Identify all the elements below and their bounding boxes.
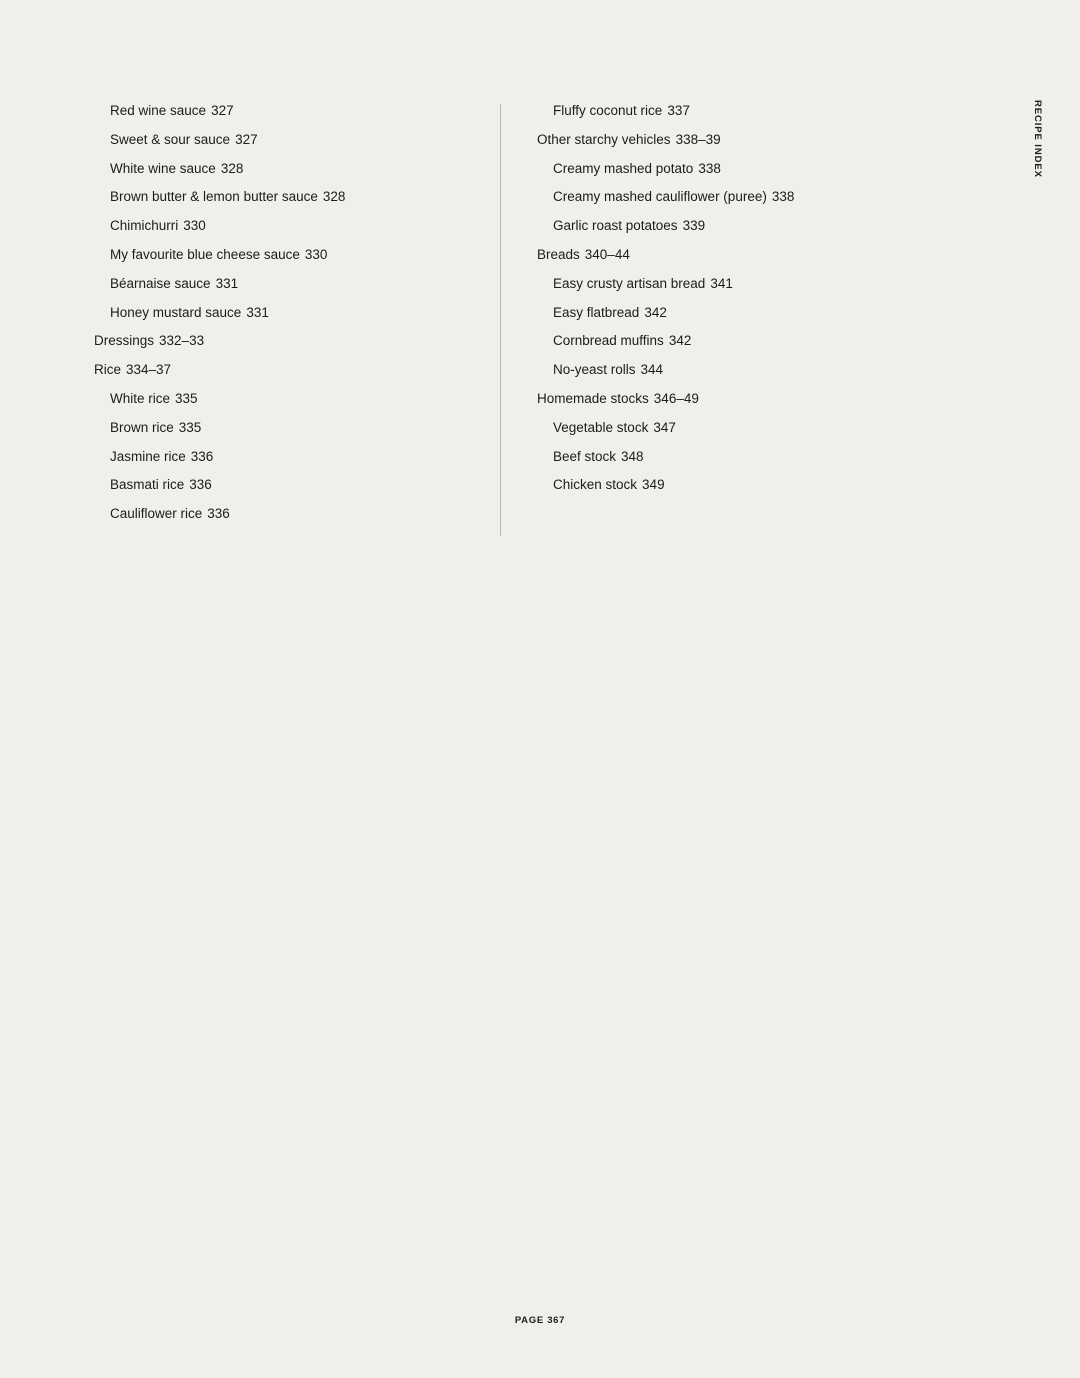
index-entry-page: 337 xyxy=(667,103,690,118)
index-entry-label: Basmati rice xyxy=(110,477,185,493)
index-entry-page: 330 xyxy=(304,246,328,262)
index-entry-label: No-yeast rolls xyxy=(553,362,636,378)
index-entry-page: 349 xyxy=(642,477,665,493)
index-entry[interactable] xyxy=(94,421,470,435)
index-entry[interactable] xyxy=(537,162,906,176)
index-entry[interactable] xyxy=(94,190,470,204)
index-entry[interactable] xyxy=(537,104,906,118)
index-entry-label: Easy crusty artisan bread xyxy=(553,275,706,291)
index-entry-page: 336 xyxy=(190,448,214,464)
index-entry-label: White wine sauce xyxy=(110,160,216,176)
index-entry-page: 338 xyxy=(698,160,721,176)
index-entry-label: Cauliflower rice xyxy=(110,506,203,522)
index-entry-label: White rice xyxy=(110,390,171,406)
index-entry-page: 342 xyxy=(668,333,692,349)
index-entry-label: Cornbread muffins xyxy=(553,333,664,349)
index-entry-label: Easy flatbread xyxy=(553,304,640,320)
index-columns xyxy=(94,104,906,536)
index-entry-page: 327 xyxy=(235,131,258,147)
index-entry[interactable] xyxy=(537,392,906,406)
index-entry[interactable] xyxy=(537,133,906,147)
index-entry-label: Brown butter & lemon butter sauce xyxy=(110,189,318,205)
index-entry[interactable] xyxy=(94,133,470,147)
index-entry-page: 335 xyxy=(175,390,198,406)
running-head: RECIPE INDEX xyxy=(1032,100,1043,178)
index-entry-page: 335 xyxy=(178,419,202,435)
index-entry-label: Fluffy coconut rice xyxy=(553,103,663,118)
index-entry[interactable] xyxy=(94,277,470,291)
index-entry[interactable] xyxy=(94,334,470,348)
index-entry[interactable] xyxy=(537,219,906,233)
index-entry-page: 336 xyxy=(207,506,230,522)
index-entry-label: Chimichurri xyxy=(110,218,179,234)
index-entry[interactable] xyxy=(94,104,470,118)
index-entry[interactable] xyxy=(537,190,906,204)
index-entry-label: Béarnaise sauce xyxy=(110,275,211,291)
index-entry-label: Vegetable stock xyxy=(553,419,649,435)
index-entry[interactable] xyxy=(537,248,906,262)
index-entry[interactable] xyxy=(537,363,906,377)
index-column-right xyxy=(500,104,906,536)
index-entry-label: Rice xyxy=(94,362,122,378)
index-entry-page: 330 xyxy=(183,218,206,234)
index-entry[interactable] xyxy=(94,478,470,492)
index-entry[interactable] xyxy=(94,363,470,377)
index-entry-page: 328 xyxy=(322,189,346,205)
index-entry[interactable] xyxy=(94,162,470,176)
index-entry-label: Homemade stocks xyxy=(537,390,649,406)
index-entry-page: 339 xyxy=(682,218,706,234)
index-entry-label: Other starchy vehicles xyxy=(537,131,671,147)
index-entry[interactable] xyxy=(94,248,470,262)
index-entry-label: Breads xyxy=(537,246,580,262)
index-entry-page: 332–33 xyxy=(159,333,205,349)
index-entry[interactable] xyxy=(537,306,906,320)
index-entry-page: 338–39 xyxy=(675,131,721,147)
index-entry-page: 340–44 xyxy=(584,246,630,262)
index-entry-label: Creamy mashed cauliflower (puree) xyxy=(553,189,767,205)
index-entry-page: 331 xyxy=(246,304,269,320)
index-entry-label: Dressings xyxy=(94,333,155,349)
index-entry-page: 341 xyxy=(710,275,733,291)
index-entry-page: 331 xyxy=(215,275,239,291)
index-entry-page: 338 xyxy=(771,189,795,205)
index-entry-page: 344 xyxy=(640,362,664,378)
index-column-left xyxy=(94,104,500,536)
index-entry-page: 346–49 xyxy=(653,390,699,406)
index-entry-page: 342 xyxy=(644,304,667,320)
index-entry[interactable] xyxy=(537,450,906,464)
index-entry[interactable] xyxy=(94,507,470,521)
index-entry-label: Beef stock xyxy=(553,448,617,464)
index-entry-label: Brown rice xyxy=(110,419,174,435)
index-entry-page: 336 xyxy=(189,477,212,493)
index-entry[interactable] xyxy=(94,450,470,464)
index-entry-page: 347 xyxy=(653,419,676,435)
index-entry-label: Honey mustard sauce xyxy=(110,304,242,320)
index-entry-page: 328 xyxy=(220,160,244,176)
index-entry-label: Jasmine rice xyxy=(110,448,186,464)
index-entry-label: Creamy mashed potato xyxy=(553,160,694,176)
index-entry[interactable] xyxy=(537,334,906,348)
page-folio: PAGE 367 xyxy=(514,1315,566,1326)
index-entry-label: Garlic roast potatoes xyxy=(553,218,678,234)
index-entry[interactable] xyxy=(537,277,906,291)
index-entry[interactable] xyxy=(94,392,470,406)
index-entry-label: Red wine sauce xyxy=(110,103,207,118)
index-entry-label: Chicken stock xyxy=(553,477,638,493)
index-entry-label: Sweet & sour sauce xyxy=(110,131,231,147)
index-entry-label: My favourite blue cheese sauce xyxy=(110,246,300,262)
index-entry[interactable] xyxy=(94,306,470,320)
index-entry-page: 327 xyxy=(211,103,234,118)
index-entry-page: 348 xyxy=(621,448,644,464)
index-entry[interactable] xyxy=(537,478,906,492)
index-entry-page: 334–37 xyxy=(126,362,172,378)
index-entry[interactable] xyxy=(94,219,470,233)
index-entry[interactable] xyxy=(537,421,906,435)
